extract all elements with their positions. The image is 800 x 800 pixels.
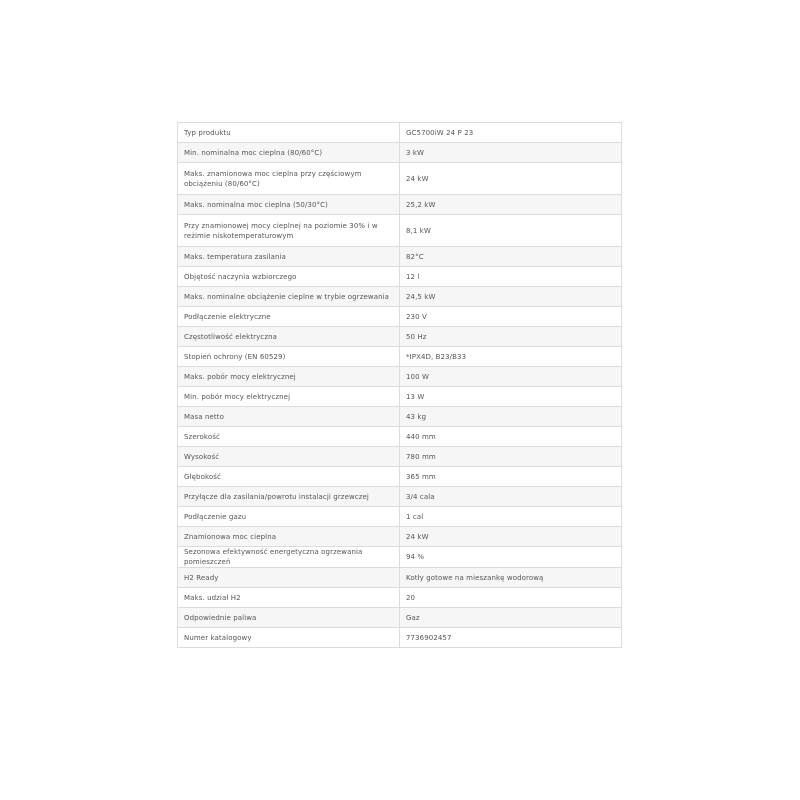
spec-value: 24 kW [400, 527, 622, 547]
table-row [178, 287, 622, 307]
table-row [178, 568, 622, 588]
spec-value: 7736902457 [400, 628, 622, 648]
table-row [178, 367, 622, 387]
table-row [178, 467, 622, 487]
spec-label: Szerokość [178, 427, 400, 447]
spec-label: Stopień ochrony (EN 60529) [178, 347, 400, 367]
spec-label: Znamionowa moc cieplna [178, 527, 400, 547]
spec-label: Podłączenie gazu [178, 507, 400, 527]
spec-label: Maks. pobór mocy elektrycznej [178, 367, 400, 387]
spec-value: 20 [400, 588, 622, 608]
spec-value: 50 Hz [400, 327, 622, 347]
spec-label: Częstotliwość elektryczna [178, 327, 400, 347]
table-row [178, 247, 622, 267]
spec-value: 230 V [400, 307, 622, 327]
table-row [178, 487, 622, 507]
spec-value: 94 % [400, 547, 622, 568]
spec-label: Głębokość [178, 467, 400, 487]
spec-label: Maks. znamionowa moc cieplna przy częściowym obciążeniu (80/60°C) [178, 163, 400, 195]
spec-value: 780 mm [400, 447, 622, 467]
spec-value: 1 cal [400, 507, 622, 527]
spec-value: 43 kg [400, 407, 622, 427]
spec-label: Przyłącze dla zasilania/powrotu instalacji grzewczej [178, 487, 400, 507]
spec-label: Przy znamionowej mocy cieplnej na poziomie 30% i w reżimie niskotemperaturowym [178, 215, 400, 247]
spec-label: Odpowiednie paliwa [178, 608, 400, 628]
spec-label: Maks. nominalne obciążenie cieplne w trybie ogrzewania [178, 287, 400, 307]
spec-value: 100 W [400, 367, 622, 387]
spec-value: 82°C [400, 247, 622, 267]
spec-label: Numer katalogowy [178, 628, 400, 648]
spec-value: 12 l [400, 267, 622, 287]
table-row [178, 195, 622, 215]
table-row [178, 628, 622, 648]
spec-value: 440 mm [400, 427, 622, 447]
table-row [178, 588, 622, 608]
table-row [178, 507, 622, 527]
spec-label: Masa netto [178, 407, 400, 427]
table-row [178, 327, 622, 347]
table-row [178, 608, 622, 628]
table-row [178, 387, 622, 407]
spec-value: 365 mm [400, 467, 622, 487]
spec-value: 8,1 kW [400, 215, 622, 247]
spec-label: Podłączenie elektryczne [178, 307, 400, 327]
spec-label: Wysokość [178, 447, 400, 467]
spec-label: Maks. nominalna moc cieplna (50/30°C) [178, 195, 400, 215]
spec-label: Min. nominalna moc cieplna (80/60°C) [178, 143, 400, 163]
table-row [178, 123, 622, 143]
spec-value: 3/4 cala [400, 487, 622, 507]
spec-value: 3 kW [400, 143, 622, 163]
spec-label: Sezonowa efektywność energetyczna ogrzewania pomieszczeń [178, 547, 400, 568]
spec-table-body [178, 123, 622, 648]
spec-label: Objętość naczynia wzbiorczego [178, 267, 400, 287]
table-row [178, 163, 622, 195]
spec-value: Kotły gotowe na mieszankę wodorową [400, 568, 622, 588]
spec-value: 24,5 kW [400, 287, 622, 307]
spec-label: Min. pobór mocy elektrycznej [178, 387, 400, 407]
table-row [178, 527, 622, 547]
spec-value: 24 kW [400, 163, 622, 195]
spec-table [177, 122, 622, 648]
table-row [178, 347, 622, 367]
table-row [178, 215, 622, 247]
spec-label: H2 Ready [178, 568, 400, 588]
spec-label: Maks. udział H2 [178, 588, 400, 608]
table-row [178, 143, 622, 163]
spec-value: Gaz [400, 608, 622, 628]
table-row [178, 447, 622, 467]
spec-value: 25,2 kW [400, 195, 622, 215]
table-row [178, 267, 622, 287]
table-row [178, 547, 622, 568]
spec-value: GC5700iW 24 P 23 [400, 123, 622, 143]
spec-label: Typ produktu [178, 123, 400, 143]
table-row [178, 427, 622, 447]
spec-value: *IPX4D, B23/B33 [400, 347, 622, 367]
table-row [178, 307, 622, 327]
spec-value: 13 W [400, 387, 622, 407]
table-row [178, 407, 622, 427]
spec-label: Maks. temperatura zasilania [178, 247, 400, 267]
